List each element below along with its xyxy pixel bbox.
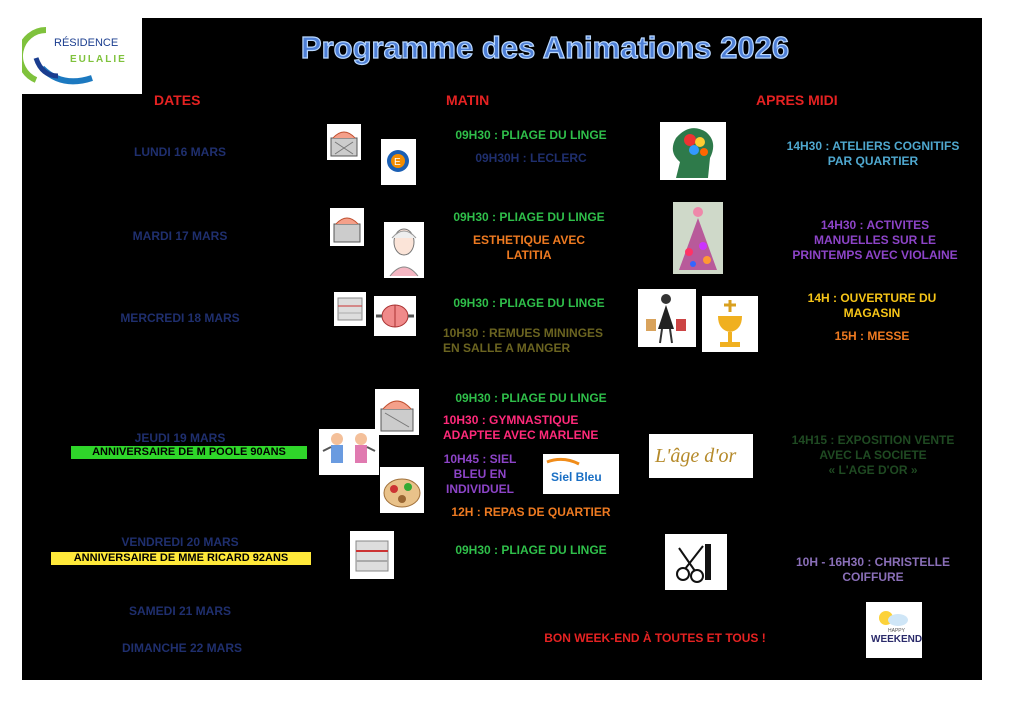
lundi-aprem — [760, 139, 986, 169]
chalice-icon — [702, 296, 758, 352]
siel-bleu-logo — [543, 454, 619, 494]
mercredi-aprem-2: 15H : MESSE — [834, 329, 910, 343]
logo-line2: EULALIE — [70, 54, 127, 65]
mardi-aprem-line2: MANUELLES SUR LE — [813, 233, 936, 247]
header-apres-midi: APRES MIDI — [756, 92, 838, 108]
lundi-matin-1: 09H30 : PLIAGE DU LINGE — [455, 128, 607, 142]
meal-icon — [380, 467, 424, 513]
jeudi-matin-3-line2: BLEU EN — [453, 467, 507, 481]
leclerc-logo-icon — [381, 139, 416, 185]
lundi-aprem-line2: PAR QUARTIER — [827, 154, 919, 168]
laundry-basket-icon — [375, 389, 419, 435]
mercredi-aprem-1-line1: 14H : OUVERTURE DU — [807, 291, 937, 305]
jeudi-matin-3 — [440, 452, 520, 497]
mercredi-aprem-1-line2: MAGASIN — [843, 306, 901, 320]
mercredi-aprem-1 — [782, 291, 962, 321]
date-mardi: MARDI 17 MARS — [132, 229, 228, 243]
laundry-stack-icon — [350, 531, 394, 579]
vendredi-aprem-line2: COIFFURE — [842, 570, 904, 584]
siel-bleu-text: Siel Bleu — [551, 470, 602, 484]
date-lundi: LUNDI 16 MARS — [133, 145, 226, 159]
brain-head-icon — [660, 122, 726, 180]
jeudi-matin-4: 12H : REPAS DE QUARTIER — [451, 505, 611, 519]
header-dates: DATES — [154, 92, 201, 108]
jeudi-aprem — [770, 433, 976, 478]
shopping-icon — [638, 289, 696, 347]
age-dor-logo — [649, 434, 753, 478]
mercredi-matin-1: 09H30 : PLIAGE DU LINGE — [453, 296, 605, 310]
mercredi-matin-2-line2: EN SALLE A MANGER — [443, 341, 571, 355]
jeudi-matin-2-line2: ADAPTEE AVEC MARLENE — [443, 428, 599, 442]
vendredi-aprem-line1: 10H - 16H30 : CHRISTELLE — [795, 555, 951, 569]
scissors-comb-icon — [665, 534, 727, 590]
age-dor-text: L'âge d'or — [655, 445, 737, 467]
jeudi-matin-3-line1: 10H45 : SIEL — [443, 452, 517, 466]
mardi-matin-2-line2: LATITIA — [506, 248, 552, 262]
jeudi-matin-2-line1: 10H30 : GYMNASTIQUE — [443, 413, 579, 427]
date-mercredi: MERCREDI 18 MARS — [120, 311, 240, 325]
jeudi-matin-1: 09H30 : PLIAGE DU LINGE — [455, 391, 607, 405]
vendredi-anniversaire: ANNIVERSAIRE DE MME RICARD 92ANS — [51, 552, 311, 565]
weekend-card-happy: HAPPY — [888, 628, 905, 634]
laundry-basket-icon — [330, 208, 364, 246]
brain-exercise-icon — [374, 296, 416, 336]
jeudi-aprem-line1: 14H15 : EXPOSITION VENTE — [791, 433, 955, 447]
jeudi-matin-2 — [443, 413, 633, 443]
mercredi-matin-2-line1: 10H30 : REMUES MININGES — [443, 326, 604, 340]
jeudi-matin-3-line3: INDIVIDUEL — [445, 482, 514, 496]
logo-line1: RÉSIDENCE — [54, 37, 119, 49]
svg-text:E: E — [394, 157, 401, 168]
mercredi-matin-2 — [443, 326, 633, 356]
lundi-matin-2: 09H30H : LECLERC — [475, 151, 587, 165]
mardi-matin-2 — [432, 233, 626, 263]
mardi-matin-2-line1: ESTHETIQUE AVEC — [472, 233, 585, 247]
vendredi-matin-1: 09H30 : PLIAGE DU LINGE — [455, 543, 607, 557]
date-samedi: SAMEDI 21 MARS — [128, 604, 232, 618]
happy-weekend-card — [866, 602, 922, 658]
gymnastics-icon — [319, 429, 379, 475]
date-dimanche: DIMANCHE 22 MARS — [121, 641, 242, 655]
mardi-aprem-line1: 14H30 : ACTIVITES — [820, 218, 930, 232]
beauty-face-icon — [384, 222, 424, 278]
mardi-matin-1: 09H30 : PLIAGE DU LINGE — [453, 210, 605, 224]
jeudi-aprem-line2: AVEC LA SOCIETE — [819, 448, 927, 462]
page-title: Programme des Animations 2026 — [300, 30, 790, 65]
date-jeudi: JEUDI 19 MARS — [134, 431, 226, 445]
weekend-message: BON WEEK-END À TOUTES ET TOUS ! — [544, 631, 766, 645]
flower-dress-icon — [673, 202, 723, 274]
vendredi-aprem — [766, 555, 980, 585]
date-vendredi: VENDREDI 20 MARS — [121, 535, 239, 549]
jeudi-anniversaire: ANNIVERSAIRE DE M POOLE 90ANS — [71, 446, 307, 459]
lundi-aprem-line1: 14H30 : ATELIERS COGNITIFS — [786, 139, 960, 153]
residence-logo-icon — [22, 18, 142, 94]
jeudi-aprem-line3: « L'AGE D'OR » — [828, 463, 918, 477]
weekend-card-text: WEEKEND — [871, 634, 922, 645]
laundry-basket-icon — [327, 124, 361, 160]
mardi-aprem — [770, 218, 980, 263]
mardi-aprem-line3: PRINTEMPS AVEC VIOLAINE — [792, 248, 958, 262]
residence-logo — [22, 18, 142, 94]
laundry-stack-icon — [334, 292, 366, 326]
header-matin: MATIN — [446, 92, 490, 108]
